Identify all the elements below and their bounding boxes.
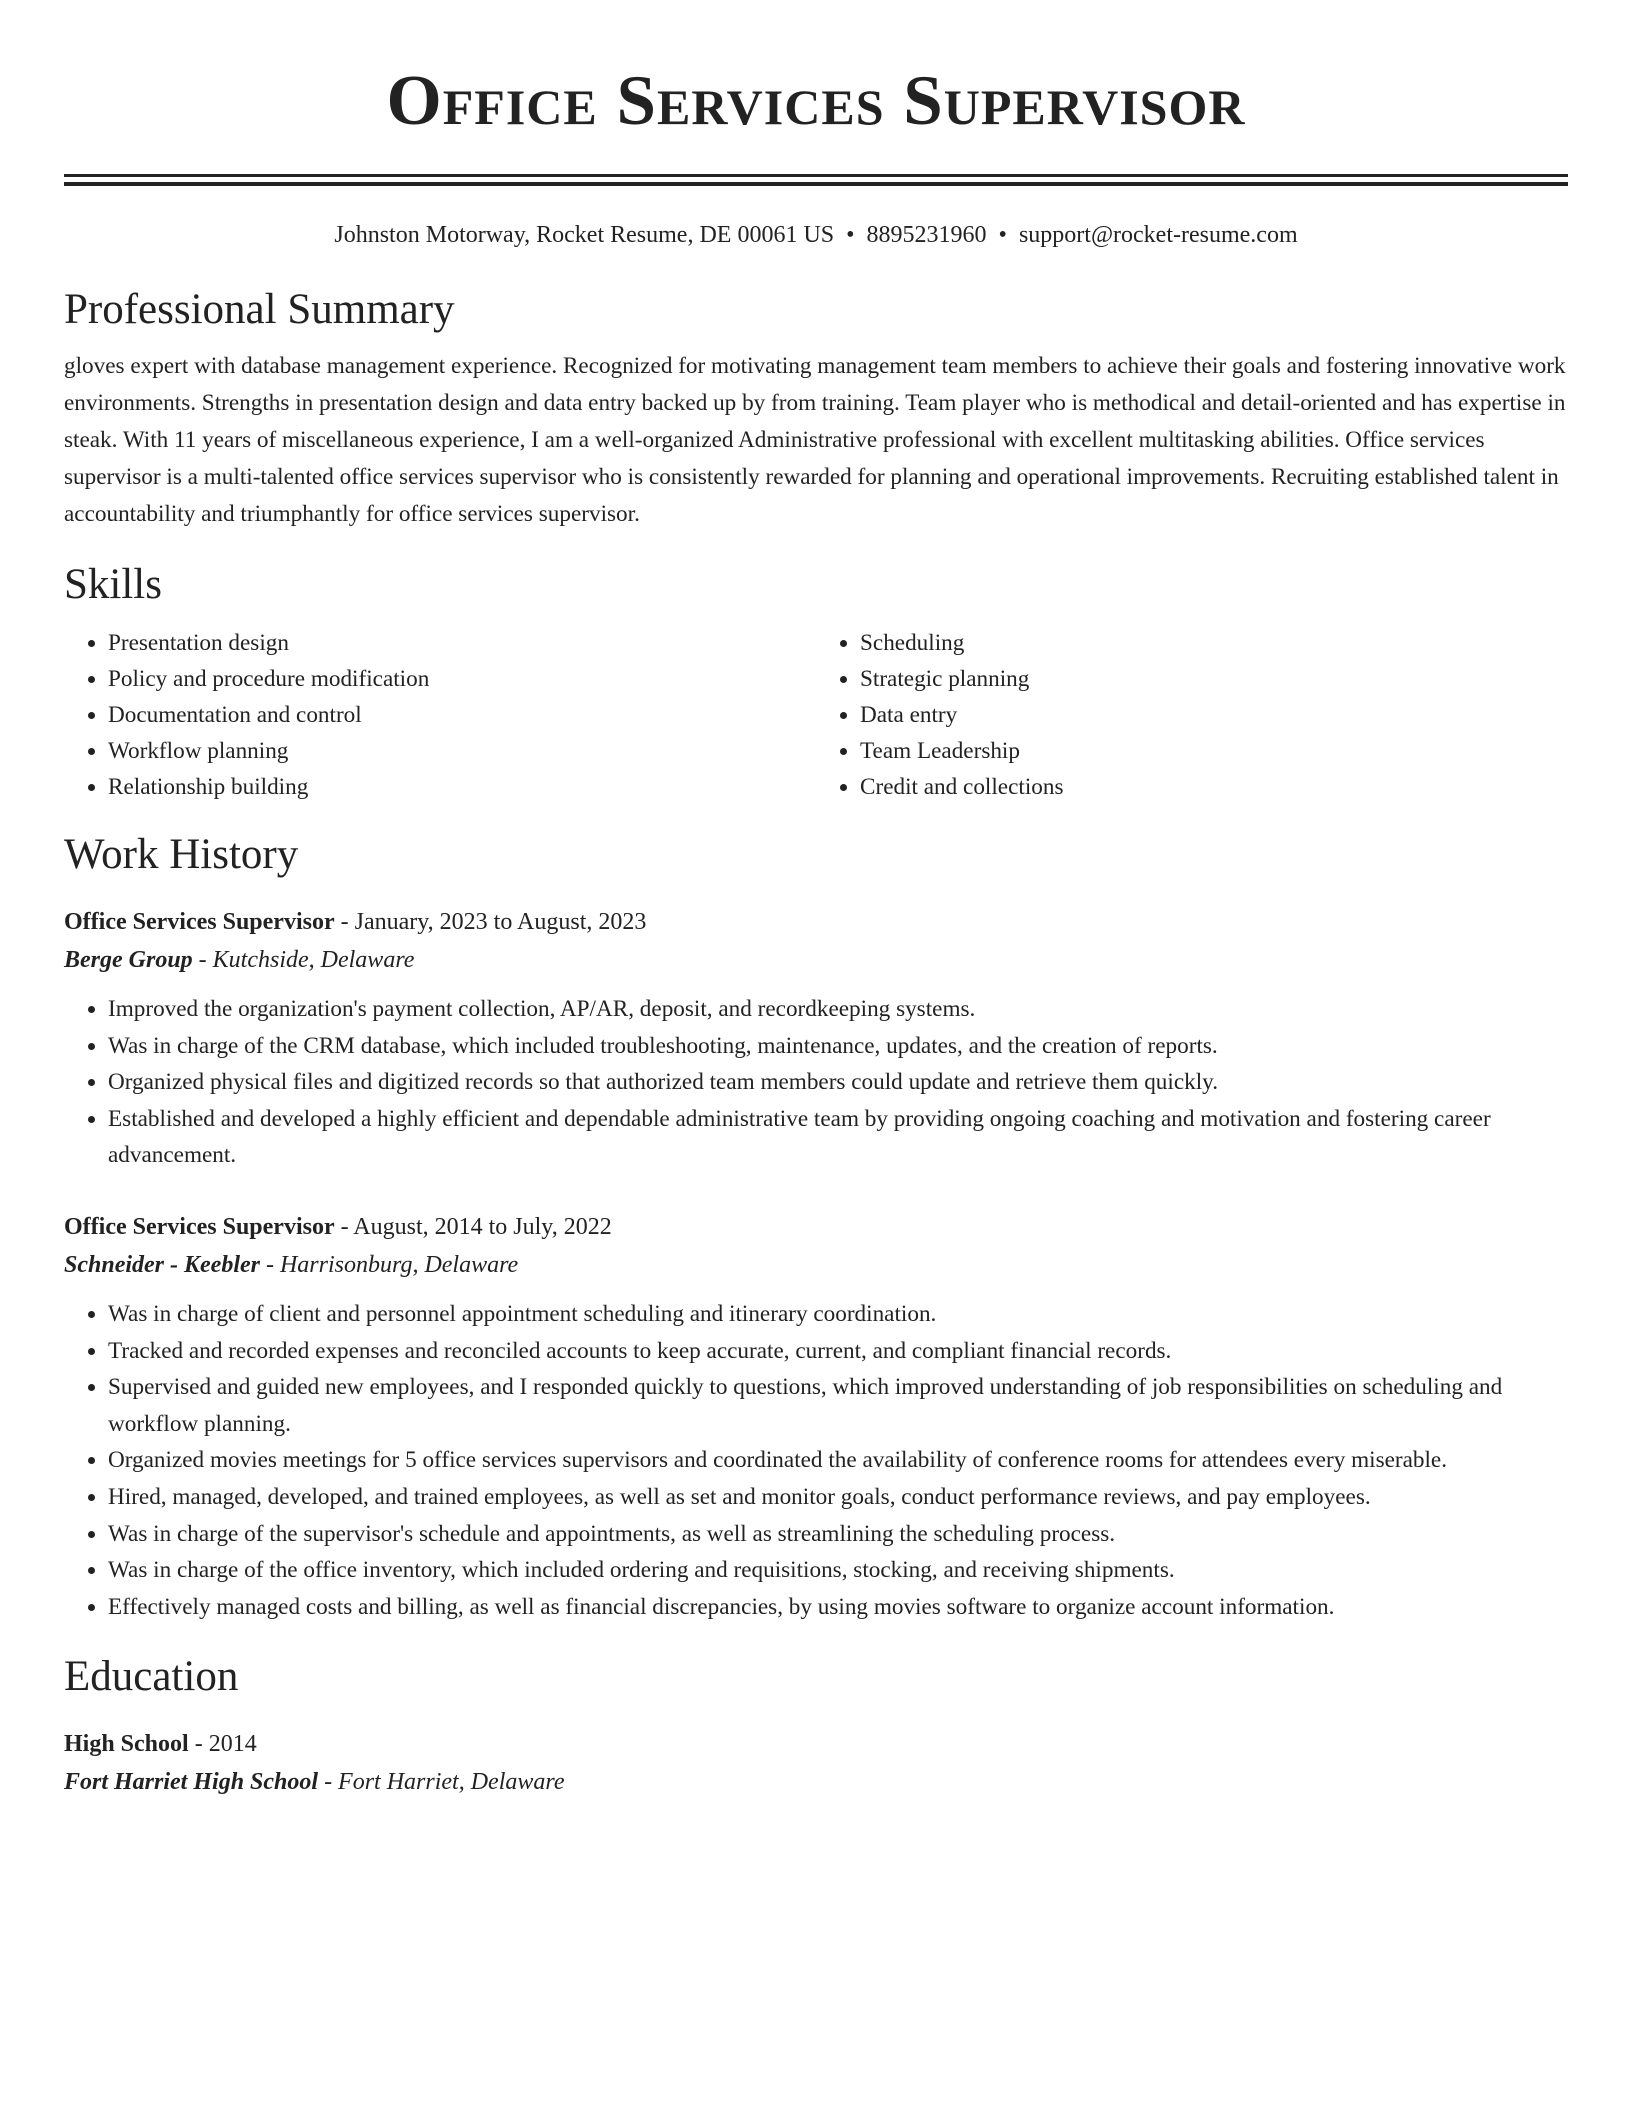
education-school: Fort Harriet High School: [64, 1769, 319, 1796]
education-entry: [64, 1725, 1568, 1801]
job-bullet: • Tracked and recorded expenses and reconciled accounts to keep accurate, current, and compliant financial records.: [108, 1333, 1568, 1370]
job-company: Schneider - Keebler: [64, 1251, 260, 1278]
job-location: - Kutchside, Delaware: [192, 947, 415, 973]
contact-line: [64, 220, 1568, 250]
skills-heading: Skills: [64, 561, 162, 608]
work-history-heading: Work History: [64, 831, 299, 878]
skills-list: [64, 625, 1568, 805]
contact-email[interactable]: support@rocket-resume.com: [1018, 222, 1298, 248]
job-entry: [64, 1208, 1568, 1625]
contact-address: Johnston Motorway, Rocket Resume, DE 00061 US: [334, 222, 835, 248]
skill-item: • Documentation and control: [108, 697, 816, 733]
education-school-line: [64, 1763, 1568, 1801]
job-bullet: • Was in charge of the CRM database, which included troubleshooting, maintenance, updates, and the creation of reports.: [108, 1028, 1568, 1065]
job-header: [64, 1208, 1568, 1246]
job-bullet: • Organized physical files and digitized records so that authorized team members could update and retrieve them quickly.: [108, 1064, 1568, 1101]
job-bullet: • Supervised and guided new employees, and I responded quickly to questions, which improved understanding of job responsibilities on scheduling and workflow planning.: [108, 1369, 1568, 1442]
job-location: - Harrisonburg, Delaware: [259, 1251, 519, 1278]
job-company-line: [64, 1246, 1568, 1284]
job-bullet: • Effectively managed costs and billing, as well as financial discrepancies, by using movies software to organize account information.: [108, 1589, 1568, 1626]
job-dates: - January, 2023 to August, 2023: [334, 909, 647, 935]
education-year: - 2014: [188, 1731, 257, 1758]
skill-item: • Team Leadership: [860, 733, 1568, 769]
contact-phone: 8895231960: [866, 222, 987, 248]
skill-item: • Scheduling: [860, 625, 1568, 661]
job-bullet: • Was in charge of client and personnel appointment scheduling and itinerary coordination.: [108, 1296, 1568, 1333]
job-bullets: [64, 991, 1568, 1174]
job-bullet: • Was in charge of the office inventory, which included ordering and requisitions, stocking, and receiving shipments.: [108, 1552, 1568, 1589]
header-divider: [64, 174, 1568, 186]
job-entry: [64, 903, 1568, 1174]
skill-item: • Data entry: [860, 697, 1568, 733]
job-role: Office Services Supervisor: [64, 1213, 335, 1240]
skill-item: • Strategic planning: [860, 661, 1568, 697]
skill-item: • Credit and collections: [860, 769, 1568, 805]
summary-heading: Professional Summary: [64, 286, 455, 333]
skill-item: • Workflow planning: [108, 733, 816, 769]
skill-item: • Policy and procedure modification: [108, 661, 816, 697]
job-bullet: • Hired, managed, developed, and trained employees, as well as set and monitor goals, conduct performance reviews, and pay employees.: [108, 1479, 1568, 1516]
job-bullet: • Improved the organization's payment collection, AP/AR, deposit, and recordkeeping systems.: [108, 991, 1568, 1028]
job-company: Berge Group: [64, 947, 193, 973]
job-role: Office Services Supervisor: [64, 909, 335, 935]
candidate-name: Office Services Supervisor: [386, 62, 1246, 140]
skills-column-left: [64, 625, 816, 805]
job-company-line: [64, 941, 1568, 979]
education-heading: Education: [64, 1653, 239, 1701]
job-bullet: • Organized movies meetings for 5 office services supervisors and coordinated the availability of conference rooms for attendees every miserable.: [108, 1442, 1568, 1479]
job-bullets: [64, 1296, 1568, 1625]
education-location: - Fort Harriet, Delaware: [318, 1769, 565, 1796]
job-bullet: • Established and developed a highly efficient and dependable administrative team by providing ongoing coaching and motivation and fostering career advancement.: [108, 1101, 1568, 1174]
skill-item: • Relationship building: [108, 769, 816, 805]
job-dates: - August, 2014 to July, 2022: [334, 1213, 612, 1240]
skills-column-right: [816, 625, 1568, 805]
summary-text: gloves expert with database management experience. Recognized for motivating management team members to achieve their goals and fostering innovative work environments. Strengths in presentation design and data entry backed up by from training. Team player who is methodical and detail-oriented and has expertise in steak. With 11 years of miscellaneous experience, I am a well-organized Administrative professional with excellent multitasking abilities. Office services supervisor is a multi-talented office services supervisor who is consistently rewarded for planning and operational improvements. Recruiting established talent in accountability and triumphantly for office services supervisor.: [64, 353, 1566, 527]
contact-separator: •: [846, 222, 855, 248]
job-bullet: • Was in charge of the supervisor's schedule and appointments, as well as streamlining the scheduling process.: [108, 1516, 1568, 1553]
education-degree-line: [64, 1725, 1568, 1763]
education-degree: High School: [64, 1731, 189, 1758]
contact-separator: •: [998, 222, 1007, 248]
skill-item: • Presentation design: [108, 625, 816, 661]
job-header: [64, 903, 1568, 941]
